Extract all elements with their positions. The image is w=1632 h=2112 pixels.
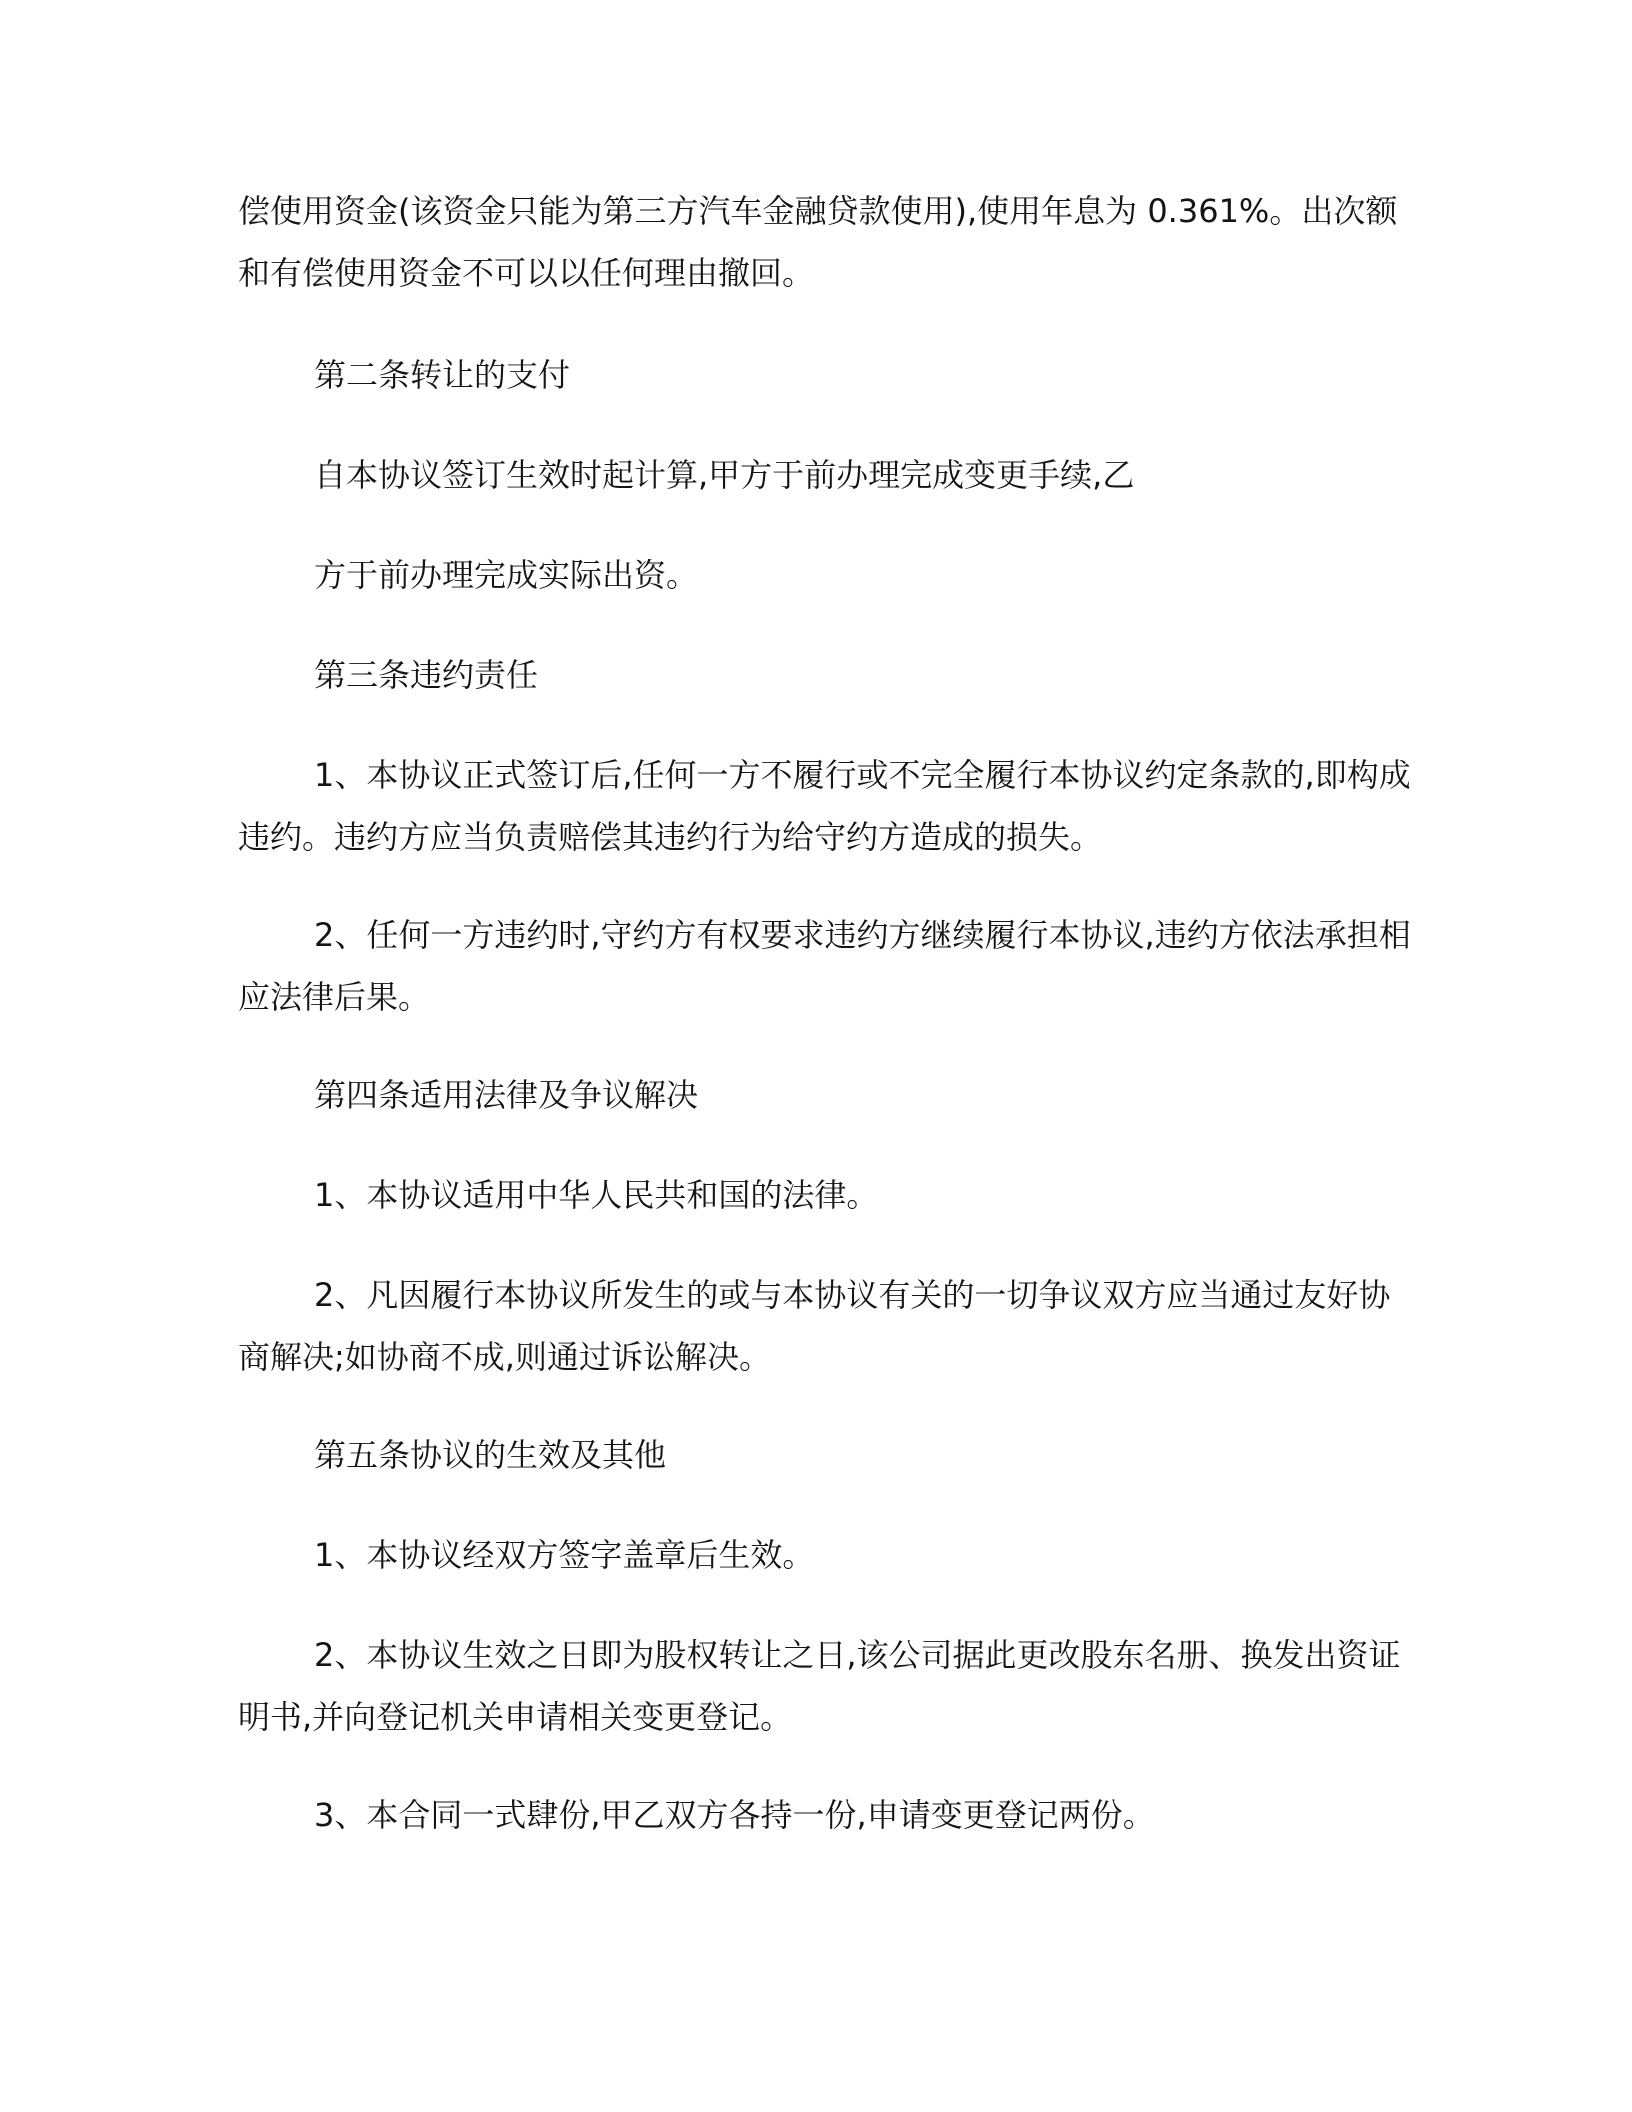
paragraph-law-clause-1: 1、本协议适用中华人民共和国的法律。 (314, 1176, 879, 1214)
section-heading-article-5: 第五条协议的生效及其他 (314, 1436, 667, 1474)
section-heading-article-2: 第二条转让的支付 (314, 356, 571, 394)
section-heading-article-4: 第四条适用法律及争议解决 (314, 1076, 699, 1114)
paragraph-breach-clause-1: 1、本协议正式签订后,任何一方不履行或不完全履行本协议约定条款的,即构成违约。违约方应当负责赔偿其违约行为给守约方造成的损失。 (238, 756, 1411, 856)
paragraph-breach-clause-2: 2、任何一方违约时,守约方有权要求违约方继续履行本协议,违约方依法承担相应法律后果。 (238, 916, 1411, 1016)
paragraph-effect-clause-1: 1、本协议经双方签字盖章后生效。 (314, 1536, 815, 1574)
paragraph-effect-clause-3: 3、本合同一式肆份,甲乙双方各持一份,申请变更登记两份。 (314, 1796, 1155, 1834)
section-heading-article-3: 第三条违约责任 (314, 656, 539, 694)
paragraph-law-clause-2: 2、凡因履行本协议所发生的或与本协议有关的一切争议双方应当通过友好协商解决;如协商不成,则通过诉讼解决。 (238, 1276, 1391, 1376)
paragraph-effect-clause-2: 2、本协议生效之日即为股权转让之日,该公司据此更改股东名册、换发出资证明书,并向登记机关申请相关变更登记。 (238, 1636, 1401, 1736)
paragraph-payment-line-1: 自本协议签订生效时起计算,甲方于前办理完成变更手续,乙 (314, 456, 1135, 494)
paragraph-payment-line-2: 方于前办理完成实际出资。 (314, 556, 699, 594)
paragraph-continuation: 偿使用资金(该资金只能为第三方汽车金融贷款使用),使用年息为 0.361%。出次额和有偿使用资金不可以以任何理由撤回。 (238, 192, 1398, 292)
